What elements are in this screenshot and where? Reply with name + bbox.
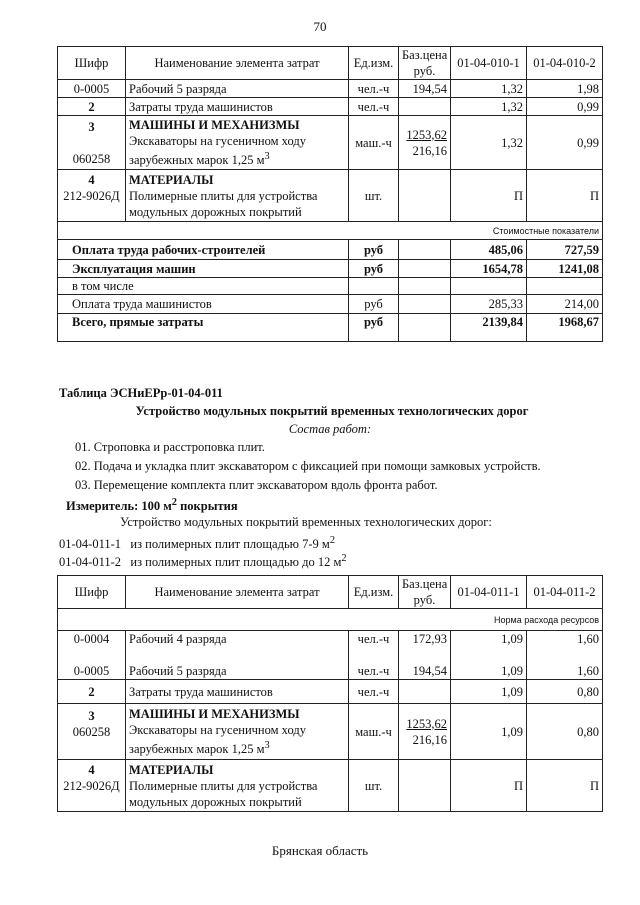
summary-name: в том числе [58,278,349,295]
cell-unit: маш.-ч [349,116,399,170]
cell-price [399,760,451,812]
cell-value-1: 1,09 [451,704,527,760]
step-item: 01. Строповка и расстроповка плит. [75,440,265,454]
header-code: Шифр [58,576,126,609]
summary-unit: руб [349,314,399,342]
cell-name: МАШИНЫ И МЕХАНИЗМЫ Экскаваторы на гусеничном ходу зарубежных марок 1,25 $м^3$ [126,704,349,760]
cell-name: Затраты труда машинистов [126,98,349,116]
header-name: Наименование элемента затрат [126,576,349,609]
summary-value-1: 2139,84 [451,314,527,342]
cell-value-1: П [451,760,527,812]
header-row [58,576,603,609]
cell-value-2: 1,60 1,60 [527,631,603,680]
section-label: Норма расхода ресурсов [58,609,603,631]
meter-label: Измеритель: 100 $м^2$ покрытия [66,497,238,514]
summary-row [58,240,603,260]
summary-value-2: 214,00 [527,295,603,314]
cell-code: 2 [58,680,126,704]
cell-unit: маш.-ч [349,704,399,760]
table-row [58,170,603,222]
cell-name: Затраты труда машинистов [126,680,349,704]
summary-price [399,314,451,342]
summary-row [58,278,603,295]
cell-value-2: 0,80 [527,704,603,760]
cell-code: 0-0005 [58,80,126,98]
summary-name: Оплата труда рабочих-строителей [58,240,349,260]
summary-row [58,260,603,278]
cell-unit: чел.-ч [349,98,399,116]
cell-price: 1253,62 216,16 [399,116,451,170]
cell-unit: чел.-ч чел.-ч [349,631,399,680]
summary-value-1: 285,33 [451,295,527,314]
summary-name: Всего, прямые затраты [58,314,349,342]
header-name: Наименование элемента затрат [126,47,349,80]
cell-price: 194,54 [399,80,451,98]
cell-value-2: 0,99 [527,116,603,170]
cell-code: 4 212-9026Д [58,170,126,222]
table-row [58,116,603,170]
cell-value-2: 0,99 [527,98,603,116]
summary-value-1: 485,06 [451,240,527,260]
header-unit: Ед.изм. [349,576,399,609]
summary-row [58,295,603,314]
cell-code: 4 212-9026Д [58,760,126,812]
section-row [58,222,603,240]
variant-item: 01-04-011-1 из полимерных плит площадью 7-9 $м^2$ [59,535,336,552]
cell-value-1: 1,32 [451,80,527,98]
cell-name: МАТЕРИАЛЫ Полимерные плиты для устройства модульных дорожных покрытий [126,760,349,812]
cell-price: 172,93 194,54 [399,631,451,680]
header-col1: 01-04-011-1 [451,576,527,609]
table-row [58,80,603,98]
header-col2: 01-04-011-2 [527,576,603,609]
header-col1: 01-04-010-1 [451,47,527,80]
summary-name: Оплата труда машинистов [58,295,349,314]
summary-unit: руб [349,240,399,260]
header-price: Баз.цена руб. [399,47,451,80]
cell-value-1: 1,09 1,09 [451,631,527,680]
summary-value-1: 1654,78 [451,260,527,278]
page-number: 70 [313,19,327,34]
cell-price [399,680,451,704]
cell-price [399,98,451,116]
cell-name: Рабочий 4 разряда Рабочий 5 разряда [126,631,349,680]
table-title: Таблица ЭСНиЕРр-01-04-011 [59,386,223,400]
summary-price [399,240,451,260]
cell-unit: шт. [349,170,399,222]
header-row [58,47,603,80]
table-row [58,680,603,704]
table-row [58,704,603,760]
header-code: Шифр [58,47,126,80]
page-footer: Брянская область [271,843,369,858]
cell-unit: шт. [349,760,399,812]
cell-price [399,170,451,222]
step-item: 02. Подача и укладка плит экскаватором с фиксацией при помощи замковых устройств. [75,459,541,473]
summary-price [399,295,451,314]
variant-item: 01-04-011-2 из полимерных плит площадью до 12 $м^2$ [59,553,347,570]
cell-name: Рабочий 5 разряда [126,80,349,98]
cell-name: МАТЕРИАЛЫ Полимерные плиты для устройства модульных дорожных покрытий [126,170,349,222]
cell-unit: чел.-ч [349,680,399,704]
variants-intro: Устройство модульных покрытий временных технологических дорог: [120,515,492,529]
section-label: Стоимостные показатели [58,222,603,240]
table-row [58,760,603,812]
summary-value-2: 1241,08 [527,260,603,278]
cell-price: 1253,62 216,16 [399,704,451,760]
cell-code: 0-0004 0-0005 [58,631,126,680]
step-item: 03. Перемещение комплекта плит экскаватором вдоль фронта работ. [75,478,438,492]
section-row [58,609,603,631]
summary-unit: руб [349,295,399,314]
summary-price [399,260,451,278]
cost-table-01-04-010 [57,46,603,342]
cell-name: МАШИНЫ И МЕХАНИЗМЫ Экскаваторы на гусеничном ходу зарубежных марок 1,25 $м^3$ [126,116,349,170]
cell-value-1: П [451,170,527,222]
cell-code: 3 060258 [58,116,126,170]
cell-code: 3 060258 [58,704,126,760]
cell-value-1: 1,32 [451,116,527,170]
cell-value-2: 0,80 [527,680,603,704]
cost-table-01-04-011 [57,575,603,812]
cell-value-2: П [527,760,603,812]
work-heading: Состав работ: [288,422,372,436]
summary-name: Эксплуатация машин [58,260,349,278]
summary-unit: руб [349,260,399,278]
cell-value-2: П [527,170,603,222]
cell-value-1: 1,32 [451,98,527,116]
cell-unit: чел.-ч [349,80,399,98]
cell-code: 2 [58,98,126,116]
header-price: Баз.цена руб. [399,576,451,609]
section-subtitle: Устройство модульных покрытий временных технологических дорог [135,404,529,418]
cell-value-1: 1,09 [451,680,527,704]
table-row [58,631,603,680]
header-unit: Ед.изм. [349,47,399,80]
summary-value-2: 1968,67 [527,314,603,342]
summary-row [58,314,603,342]
cell-value-2: 1,98 [527,80,603,98]
table-row [58,98,603,116]
summary-value-2: 727,59 [527,240,603,260]
header-col2: 01-04-010-2 [527,47,603,80]
